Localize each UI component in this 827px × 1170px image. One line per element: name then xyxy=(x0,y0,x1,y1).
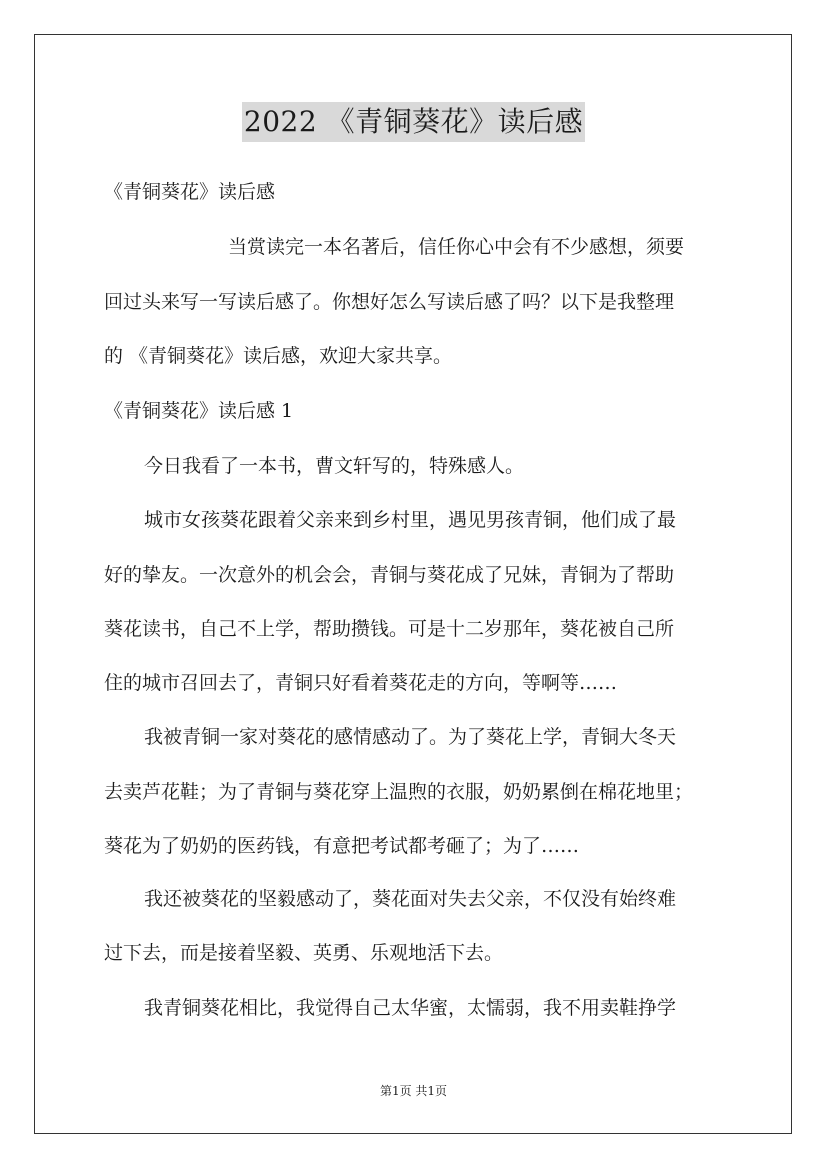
intro-line: 的 《青铜葵花》读后感，欢迎大家共享。 xyxy=(104,345,453,367)
intro-line: 当赏读完一本名著后，信任你心中会有不少感想，须要 xyxy=(228,236,685,258)
page-footer: 第1页 共1页 xyxy=(379,1084,448,1098)
body-line: 葵花读书，自己不上学，帮助攒钱。可是十二岁那年，葵花被自己所 xyxy=(104,618,675,640)
body-line: 住的城市召回去了，青铜只好看着葵花走的方向，等啊等…… xyxy=(104,672,618,694)
body-line: 好的挚友。一次意外的机会会，青铜与葵花成了兄妹，青铜为了帮助 xyxy=(104,564,675,586)
body-line: 去卖芦花鞋；为了青铜与葵花穿上温煦的衣服，奶奶累倒在棉花地里； xyxy=(104,781,694,803)
body-line: 我还被葵花的坚毅感动了，葵花面对失去父亲，不仅没有始终难 xyxy=(144,888,677,910)
document-subtitle: 《青铜葵花》读后感 xyxy=(104,181,276,203)
body-line: 我青铜葵花相比，我觉得自己太华蜜，太懦弱，我不用卖鞋挣学 xyxy=(144,997,677,1019)
body-line: 葵花为了奶奶的医药钱，有意把考试都考砸了；为了…… xyxy=(104,835,580,857)
body-line: 我被青铜一家对葵花的感情感动了。为了葵花上学，青铜大冬天 xyxy=(144,726,677,748)
body-line: 城市女孩葵花跟着父亲来到乡村里，遇见男孩青铜，他们成了最 xyxy=(144,509,677,531)
document-title: 2022 《青铜葵花》读后感 xyxy=(242,102,585,142)
body-line: 今日我看了一本书，曹文轩写的，特殊感人。 xyxy=(144,455,525,477)
title-container xyxy=(0,102,827,142)
body-line: 过下去，而是接着坚毅、英勇、乐观地活下去。 xyxy=(104,942,504,964)
intro-line: 回过头来写一写读后感了。你想好怎么写读后感了吗？以下是我整理 xyxy=(104,291,675,313)
section-heading: 《青铜葵花》读后感 1 xyxy=(104,400,294,422)
